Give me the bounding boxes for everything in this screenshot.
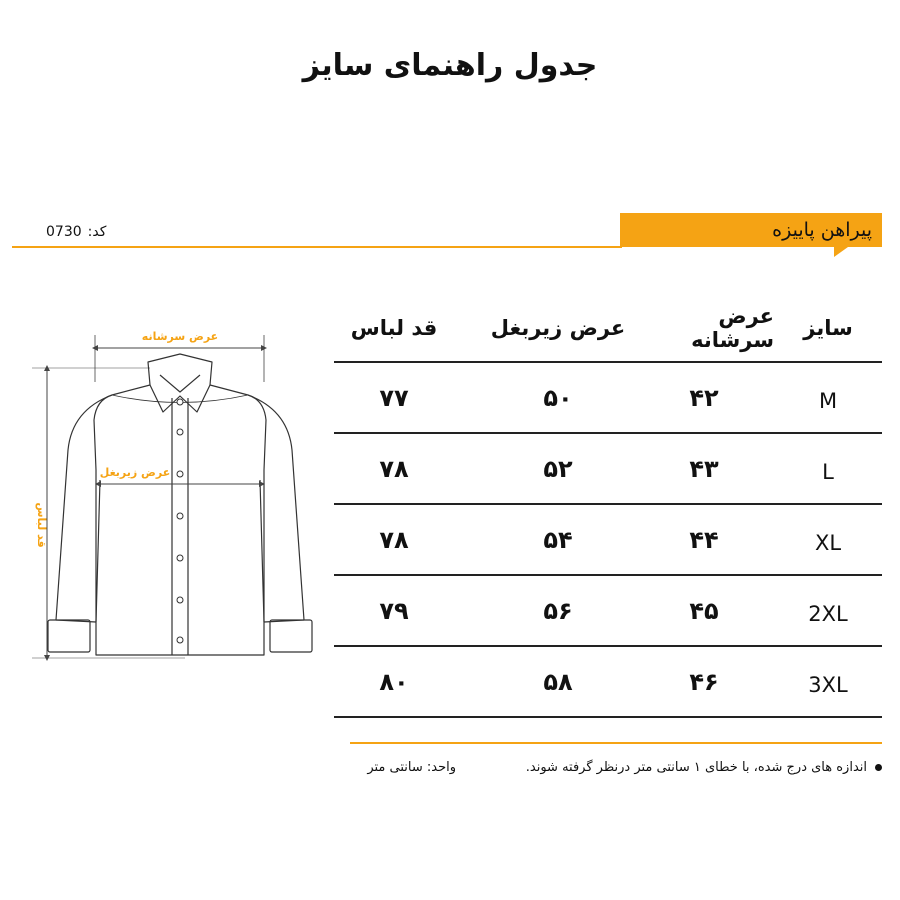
- shirt-buttons: [177, 399, 183, 643]
- cell-shoulder-width: ۴۳: [689, 454, 719, 483]
- footer-note: [470, 760, 882, 775]
- header-shoulder-width: عرض سرشانه: [691, 304, 774, 352]
- cell-chest-width: ۵۶: [543, 596, 573, 625]
- page-title: جدول راهنمای سایز: [302, 48, 598, 83]
- cell-length: ۸۰: [379, 667, 409, 696]
- header-length: قد لباس: [350, 316, 438, 340]
- cell-length: ۷۸: [379, 525, 409, 554]
- footer-note-text: اندازه های درج شده، با خطای ۱ سانتی متر درنظر گرفته شوند.: [525, 760, 867, 775]
- cell-chest-width: ۵۲: [543, 454, 573, 483]
- table-row: [334, 647, 882, 718]
- product-title-bar-tail: [834, 247, 848, 257]
- cell-shoulder-width: ۴۴: [689, 525, 719, 554]
- unit-label: واحد: سانتی متر: [367, 760, 456, 775]
- cell-shoulder-width: ۴۲: [689, 383, 719, 412]
- header-size: سایز: [803, 316, 853, 340]
- cell-shoulder-width: ۴۶: [689, 667, 719, 696]
- header-chest-width: عرض زیربغل: [490, 316, 626, 340]
- cell-length: ۷۹: [379, 596, 409, 625]
- product-code-label: کد:: [87, 224, 107, 240]
- length-dimension: [32, 368, 185, 658]
- product-code-value: 0730: [46, 224, 82, 240]
- cell-chest-width: ۵۰: [543, 383, 573, 412]
- cell-chest-width: ۵۸: [543, 667, 573, 696]
- table-row: [334, 363, 882, 434]
- cell-size: 3XL: [808, 672, 848, 697]
- product-code: [40, 224, 106, 240]
- chest-dimension-label: عرض زیربغل: [99, 466, 171, 479]
- footer-divider: [350, 742, 882, 744]
- shirt-diagram: [0, 300, 330, 680]
- table-header-row: [334, 295, 882, 363]
- cell-length: ۷۷: [379, 383, 409, 412]
- cell-length: ۷۸: [379, 454, 409, 483]
- cell-shoulder-width: ۴۵: [689, 596, 719, 625]
- length-dimension-label: قد لباس: [35, 502, 48, 548]
- table-row: [334, 576, 882, 647]
- cell-size: 2XL: [808, 601, 848, 626]
- cell-chest-width: ۵۴: [543, 525, 573, 554]
- table-row: [334, 434, 882, 505]
- table-row: [334, 505, 882, 576]
- cell-size: XL: [814, 530, 842, 555]
- shoulder-dimension-label: عرض سرشانه: [141, 330, 219, 343]
- cell-size: L: [822, 459, 834, 484]
- cell-size: M: [818, 388, 838, 413]
- size-table: [334, 295, 882, 718]
- bullet-icon: [875, 764, 882, 771]
- product-name: پیراهن پاییزه: [772, 219, 872, 241]
- header-divider: [12, 246, 622, 248]
- shoulder-dimension: [95, 330, 264, 382]
